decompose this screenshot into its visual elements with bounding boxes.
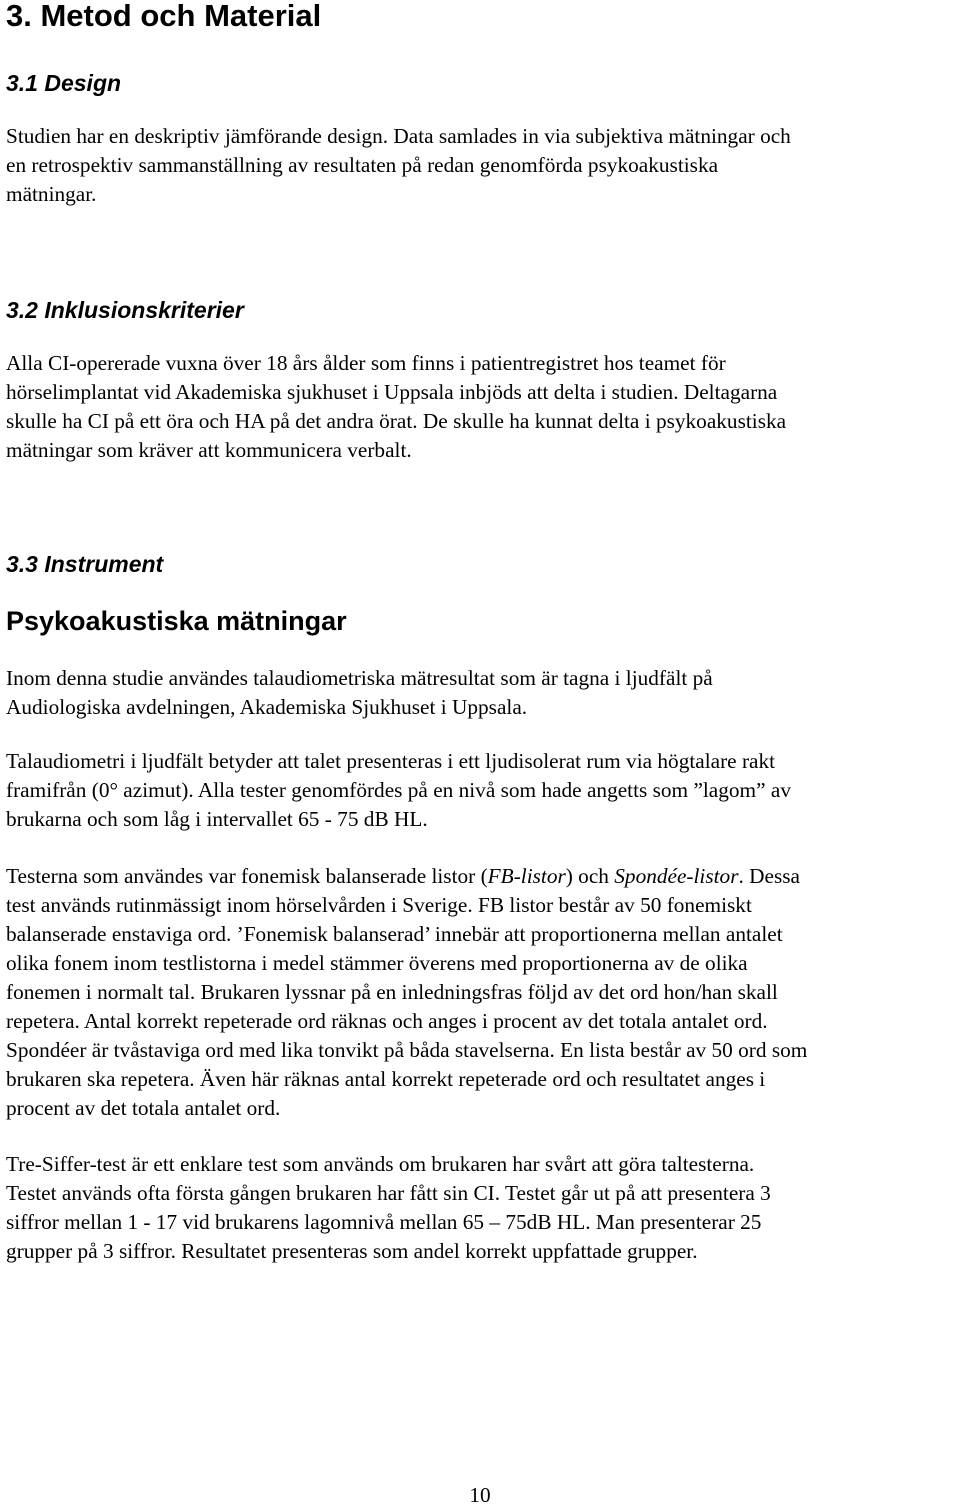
paragraph-instrument-4 xyxy=(6,1150,958,1266)
term-spondee-listor: Spondée-listor xyxy=(614,864,739,888)
text-line: Inom denna studie användes talaudiometriska mätresultat som är tagna i ljudfält på xyxy=(6,666,713,690)
text-line: framifrån (0° azimut). Alla tester genomfördes på en nivå som hade angetts som ”lagom” av xyxy=(6,778,792,802)
term-fb-listor: FB-listor xyxy=(487,864,566,888)
chapter-heading: 3. Metod och Material xyxy=(6,0,322,33)
text-line: skulle ha CI på ett öra och HA på det andra örat. De skulle ha kunnat delta i psykoakustiska xyxy=(6,409,787,433)
paragraph-design xyxy=(6,122,958,209)
text-line: grupper på 3 siffror. Resultatet presenteras som andel korrekt uppfattade grupper. xyxy=(6,1239,698,1263)
page-number: 10 xyxy=(469,1483,491,1507)
text-line: Talaudiometri i ljudfält betyder att talet presenteras i ett ljudisolerat rum via högtalare rakt xyxy=(6,749,776,773)
text-line: fonemen i normalt tal. Brukaren lyssnar på en inledningsfras följd av det ord hon/han skall xyxy=(6,980,778,1004)
text-line: repetera. Antal korrekt repeterade ord räknas och anges i procent av det totala antalet ord. xyxy=(6,1009,768,1033)
text-line: siffror mellan 1 - 17 vid brukarens lagomnivå mellan 65 – 75dB HL. Man presenterar 25 xyxy=(6,1210,762,1234)
text-line: Studien har en deskriptiv jämförande design. Data samlades in via subjektiva mätningar och xyxy=(6,124,791,148)
text-line: Spondéer är tvåstaviga ord med lika tonvikt på båda stavelserna. En lista består av 50 ord som xyxy=(6,1038,808,1062)
paragraph-inclusion xyxy=(6,349,958,465)
text-line: test används rutinmässigt inom hörselvården i Sverige. FB listor består av 50 fonemiskt xyxy=(6,893,752,917)
text-line: brukarna och som låg i intervallet 65 - 75 dB HL. xyxy=(6,807,428,831)
text-line: en retrospektiv sammanställning av resultaten på redan genomförda psykoakustiska xyxy=(6,153,719,177)
text-line: Tre-Siffer-test är ett enklare test som används om brukaren har svårt att göra taltesterna. xyxy=(6,1152,755,1176)
section-heading-instrument: 3.3 Instrument xyxy=(6,551,164,577)
text-line: hörselimplantat vid Akademiska sjukhuset i Uppsala inbjöds att delta i studien. Deltagarna xyxy=(6,380,778,404)
paragraph-instrument-2 xyxy=(6,747,958,834)
paragraph-instrument-1 xyxy=(6,664,958,722)
text-line: mätningar som kräver att kommunicera verbalt. xyxy=(6,438,412,462)
text-line xyxy=(6,862,958,891)
text-line: procent av det totala antalet ord. xyxy=(6,1096,281,1120)
text-line: mätningar. xyxy=(6,182,97,206)
section-heading-design: 3.1 Design xyxy=(6,70,122,96)
text-line: brukaren ska repetera. Även här räknas antal korrekt repeterade ord och resultatet anges i xyxy=(6,1067,766,1091)
subsection-heading: Psykoakustiska mätningar xyxy=(6,606,347,636)
text-run: . Dessa xyxy=(738,864,800,888)
text-run: Testerna som användes var fonemisk balanserade listor ( xyxy=(6,864,488,888)
section-heading-inclusion: 3.2 Inklusionskriterier xyxy=(6,297,244,323)
text-line: Audiologiska avdelningen, Akademiska Sjukhuset i Uppsala. xyxy=(6,695,528,719)
text-line: olika fonem inom testlistorna i medel stämmer överens med proportionerna av de olika xyxy=(6,951,748,975)
paragraph-instrument-3 xyxy=(6,862,958,1123)
text-line: Alla CI-opererade vuxna över 18 års ålder som finns i patientregistret hos teamet för xyxy=(6,351,726,375)
text-run: ) och xyxy=(565,864,615,888)
text-line: balanserade enstaviga ord. ’Fonemisk balanserad’ innebär att proportionerna mellan antalet xyxy=(6,922,783,946)
text-line: Testet används ofta första gången brukaren har fått sin CI. Testet går ut på att presentera 3 xyxy=(6,1181,771,1205)
